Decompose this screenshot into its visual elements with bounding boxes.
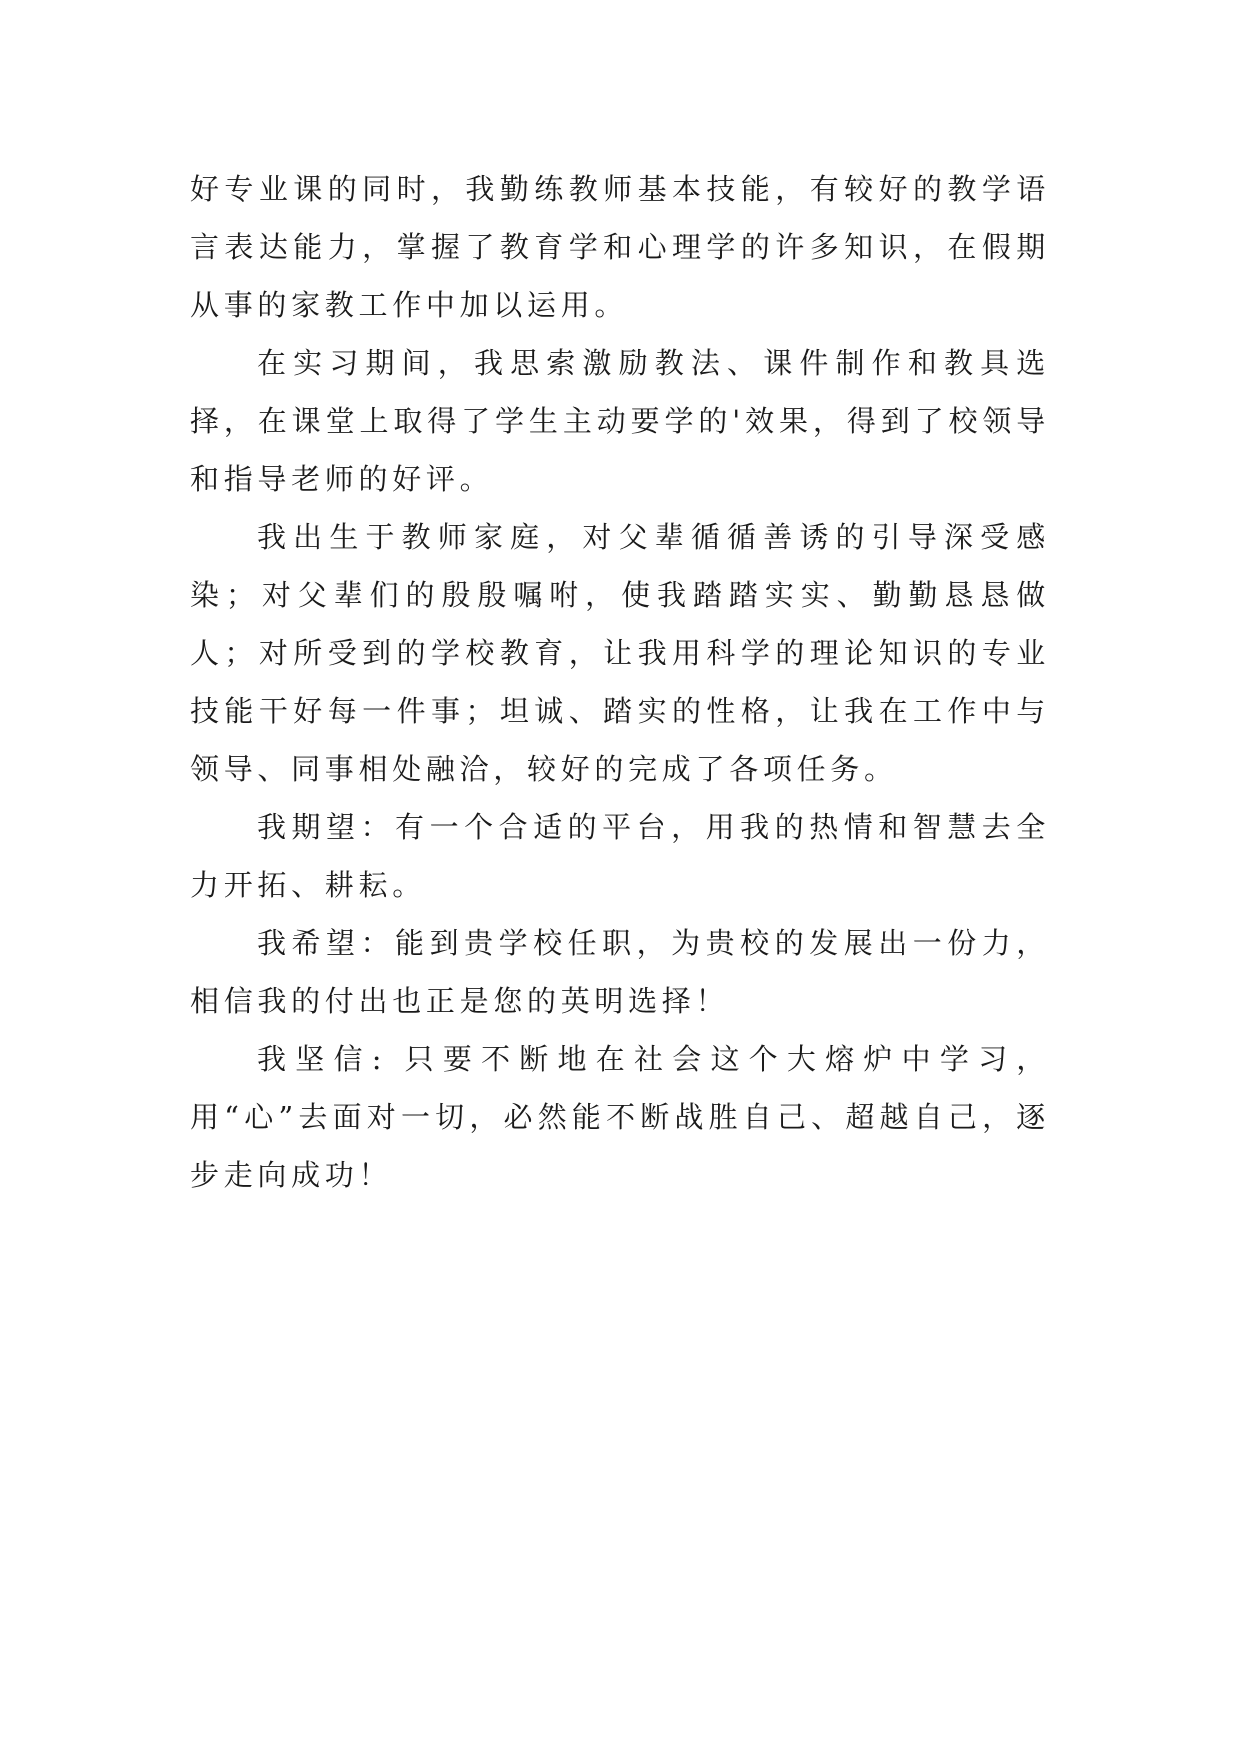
paragraph-hope: 我希望：能到贵学校任职，为贵校的发展出一份力，相信我的付出也正是您的英明选择！ [190, 926, 1050, 1018]
paragraph-continuation: 好专业课的同时，我勤练教师基本技能，有较好的教学语言表达能力，掌握了教育学和心理学的许多知识，在假期从事的家教工作中加以运用。 [190, 172, 1050, 322]
paragraph-belief: 我坚信: 只要不断地在社会这个大熔炉中学习，用“心”去面对一切，必然能不断战胜自己、超越自己，逐步走向成功！ [190, 1042, 1050, 1192]
paragraph-background: 我出生于教师家庭，对父辈循循善诱的引导深受感染；对父辈们的殷殷嘱咐，使我踏踏实实、勤勤恳恳做人；对所受到的学校教育，让我用科学的理论知识的专业技能干好每一件事；坦诚、踏实的性格，让我在工作中与领导、同事相处融洽，较好的完成了各项任务。 [190, 520, 1050, 786]
paragraph-internship: 在实习期间，我思索激励教法、课件制作和教具选择，在课堂上取得了学生主动要学的'效果，得到了校领导和指导老师的好评。 [190, 346, 1050, 496]
paragraph-expectation: 我期望：有一个合适的平台，用我的热情和智慧去全力开拓、耕耘。 [190, 810, 1050, 902]
document-body [190, 160, 1050, 1204]
